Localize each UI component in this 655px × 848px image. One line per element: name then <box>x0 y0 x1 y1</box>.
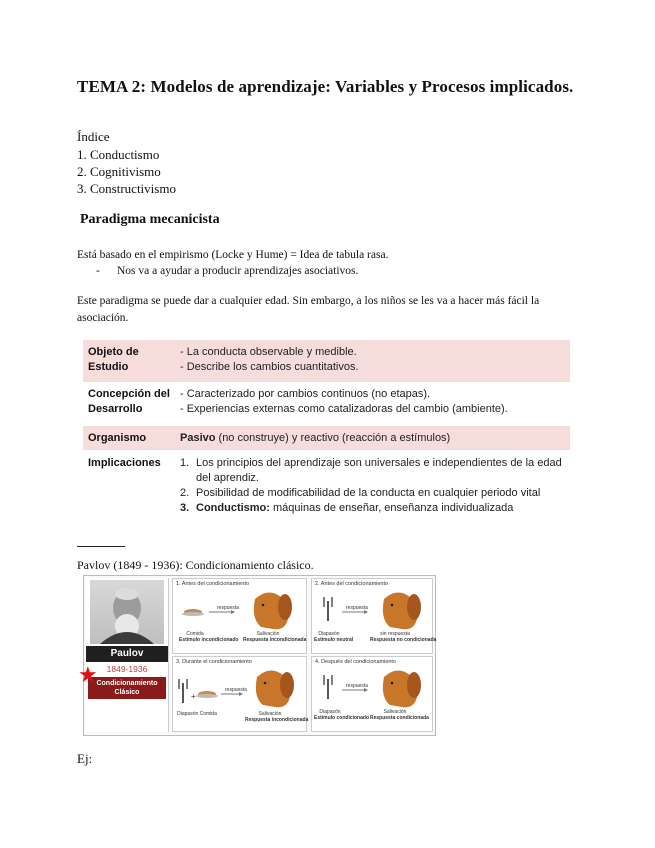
conditioning-panel-4 <box>311 656 433 732</box>
separator-line <box>77 546 125 547</box>
left-caption-bold: Estímulo condicionado <box>314 715 370 721</box>
table-row-objeto <box>83 340 570 382</box>
implicacion-2: Posibilidad de modificabilidad de la conducta en cualquier periodo vital <box>196 487 541 499</box>
row-value-line1: - Caracterizado por cambios continuos (no etapas). <box>180 388 431 400</box>
page-title: TEMA 2: Modelos de aprendizaje: Variables y Procesos implicados. <box>77 77 574 96</box>
pavlov-caption: Pavlov (1849 - 1936): Condicionamiento clásico. <box>77 558 314 572</box>
conditioning-panel-2 <box>311 578 437 654</box>
section-heading: Paradigma mecanicista <box>80 212 220 227</box>
arrow-label: respuesta <box>346 683 368 689</box>
arrow-label: respuesta <box>225 687 247 693</box>
pavlov-type-badge: Condicionamiento Clásico <box>88 677 166 699</box>
item-number: 3. <box>180 502 190 514</box>
item-number: 1. <box>180 457 190 469</box>
left-caption: Diapasón <box>319 709 341 715</box>
arrow-label: respuesta <box>346 605 368 611</box>
left-caption: Diapasón Comida <box>177 711 217 717</box>
pavlov-photo <box>90 580 164 644</box>
index-label: Índice <box>77 129 110 144</box>
row-value-bold: Pasivo <box>180 432 216 444</box>
conditioning-panel-3 <box>172 656 307 732</box>
pavlov-portrait-card <box>78 578 169 732</box>
paragraph-edad-line2: asociación. <box>77 312 129 324</box>
index-item-constructivismo: 3. Constructivismo <box>77 181 176 196</box>
implicacion-3-rest: máquinas de enseñar, enseñanza individualizada <box>269 502 514 514</box>
bullet-asociativos: Nos va a ayudar a producir aprendizajes asociativos. <box>117 265 359 277</box>
panel-title: 1. Antes del condicionamiento <box>176 581 250 587</box>
right-caption: Salivación <box>256 631 280 637</box>
right-caption: Salivación <box>258 711 282 717</box>
left-caption-bold: Estímulo neutral <box>314 637 354 643</box>
arrow-label: respuesta <box>217 605 239 611</box>
bullet-dash: - <box>96 265 100 277</box>
row-value-rest: (no construye) y reactivo (reacción a estímulos) <box>215 432 451 444</box>
paragraph-edad-line1: Este paradigma se puede dar a cualquier edad. Sin embargo, a los niños se les va a hacer más fácil la <box>77 295 540 307</box>
right-caption-bold: Respuesta incondicionada <box>245 717 309 723</box>
row-label: Implicaciones <box>88 457 161 469</box>
panel-title: 4. Después del condicionamiento <box>315 659 397 665</box>
left-caption: Comida <box>186 631 204 637</box>
implicacion-1-line2: del aprendiz. <box>196 472 259 484</box>
example-label: Ej: <box>77 751 93 766</box>
table-row-concepcion <box>83 384 570 424</box>
index-item-conductismo: 1. Conductismo <box>77 147 160 162</box>
right-caption: Salivación <box>383 709 407 715</box>
right-caption: sin respuesta <box>380 631 410 637</box>
right-caption-bold: Respuesta no condicionada <box>370 637 437 643</box>
conditioning-panel-1 <box>172 578 307 654</box>
pavlov-dates: 1849-1936 <box>106 664 148 674</box>
row-value-line2: - Experiencias externas como catalizadoras del cambio (ambiente). <box>180 403 508 415</box>
implicacion-1-line1: Los principios del aprendizaje son universales e independientes de la edad <box>196 457 562 469</box>
left-caption-bold: Estímulo incondicionado <box>179 637 239 643</box>
row-label: Organismo <box>88 432 147 444</box>
index-item-cognitivismo: 2. Cognitivismo <box>77 164 161 179</box>
paragraph-empirismo: Está basado en el empirismo (Locke y Hume) = Idea de tabula rasa. <box>77 249 389 261</box>
row-label-line2: Estudio <box>88 361 129 373</box>
star-icon: ★ <box>78 662 98 687</box>
svg-text:+: + <box>191 692 196 701</box>
pavlov-figure <box>78 575 437 736</box>
right-caption-bold: Respuesta condicionada <box>370 715 429 721</box>
table-row-implicaciones <box>83 453 570 515</box>
table-row-organismo <box>83 426 570 450</box>
row-label-line2: Desarrollo <box>88 403 143 415</box>
panel-title: 2. Antes del condicionamiento <box>315 581 389 587</box>
left-caption: Diapasón <box>318 631 340 637</box>
row-value-line2: - Describe los cambios cuantitativos. <box>180 361 359 373</box>
row-label-line1: Concepción del <box>88 388 170 400</box>
pavlov-name: Paulov <box>86 646 168 662</box>
item-number: 2. <box>180 487 190 499</box>
row-value-line1: - La conducta observable y medible. <box>180 346 357 358</box>
right-caption-bold: Respuesta incondicionada <box>243 637 307 643</box>
row-label-line1: Objeto de <box>88 346 139 358</box>
panel-title: 3. Durante el condicionamiento <box>176 659 252 665</box>
implicacion-3-bold: Conductismo: <box>196 502 270 514</box>
